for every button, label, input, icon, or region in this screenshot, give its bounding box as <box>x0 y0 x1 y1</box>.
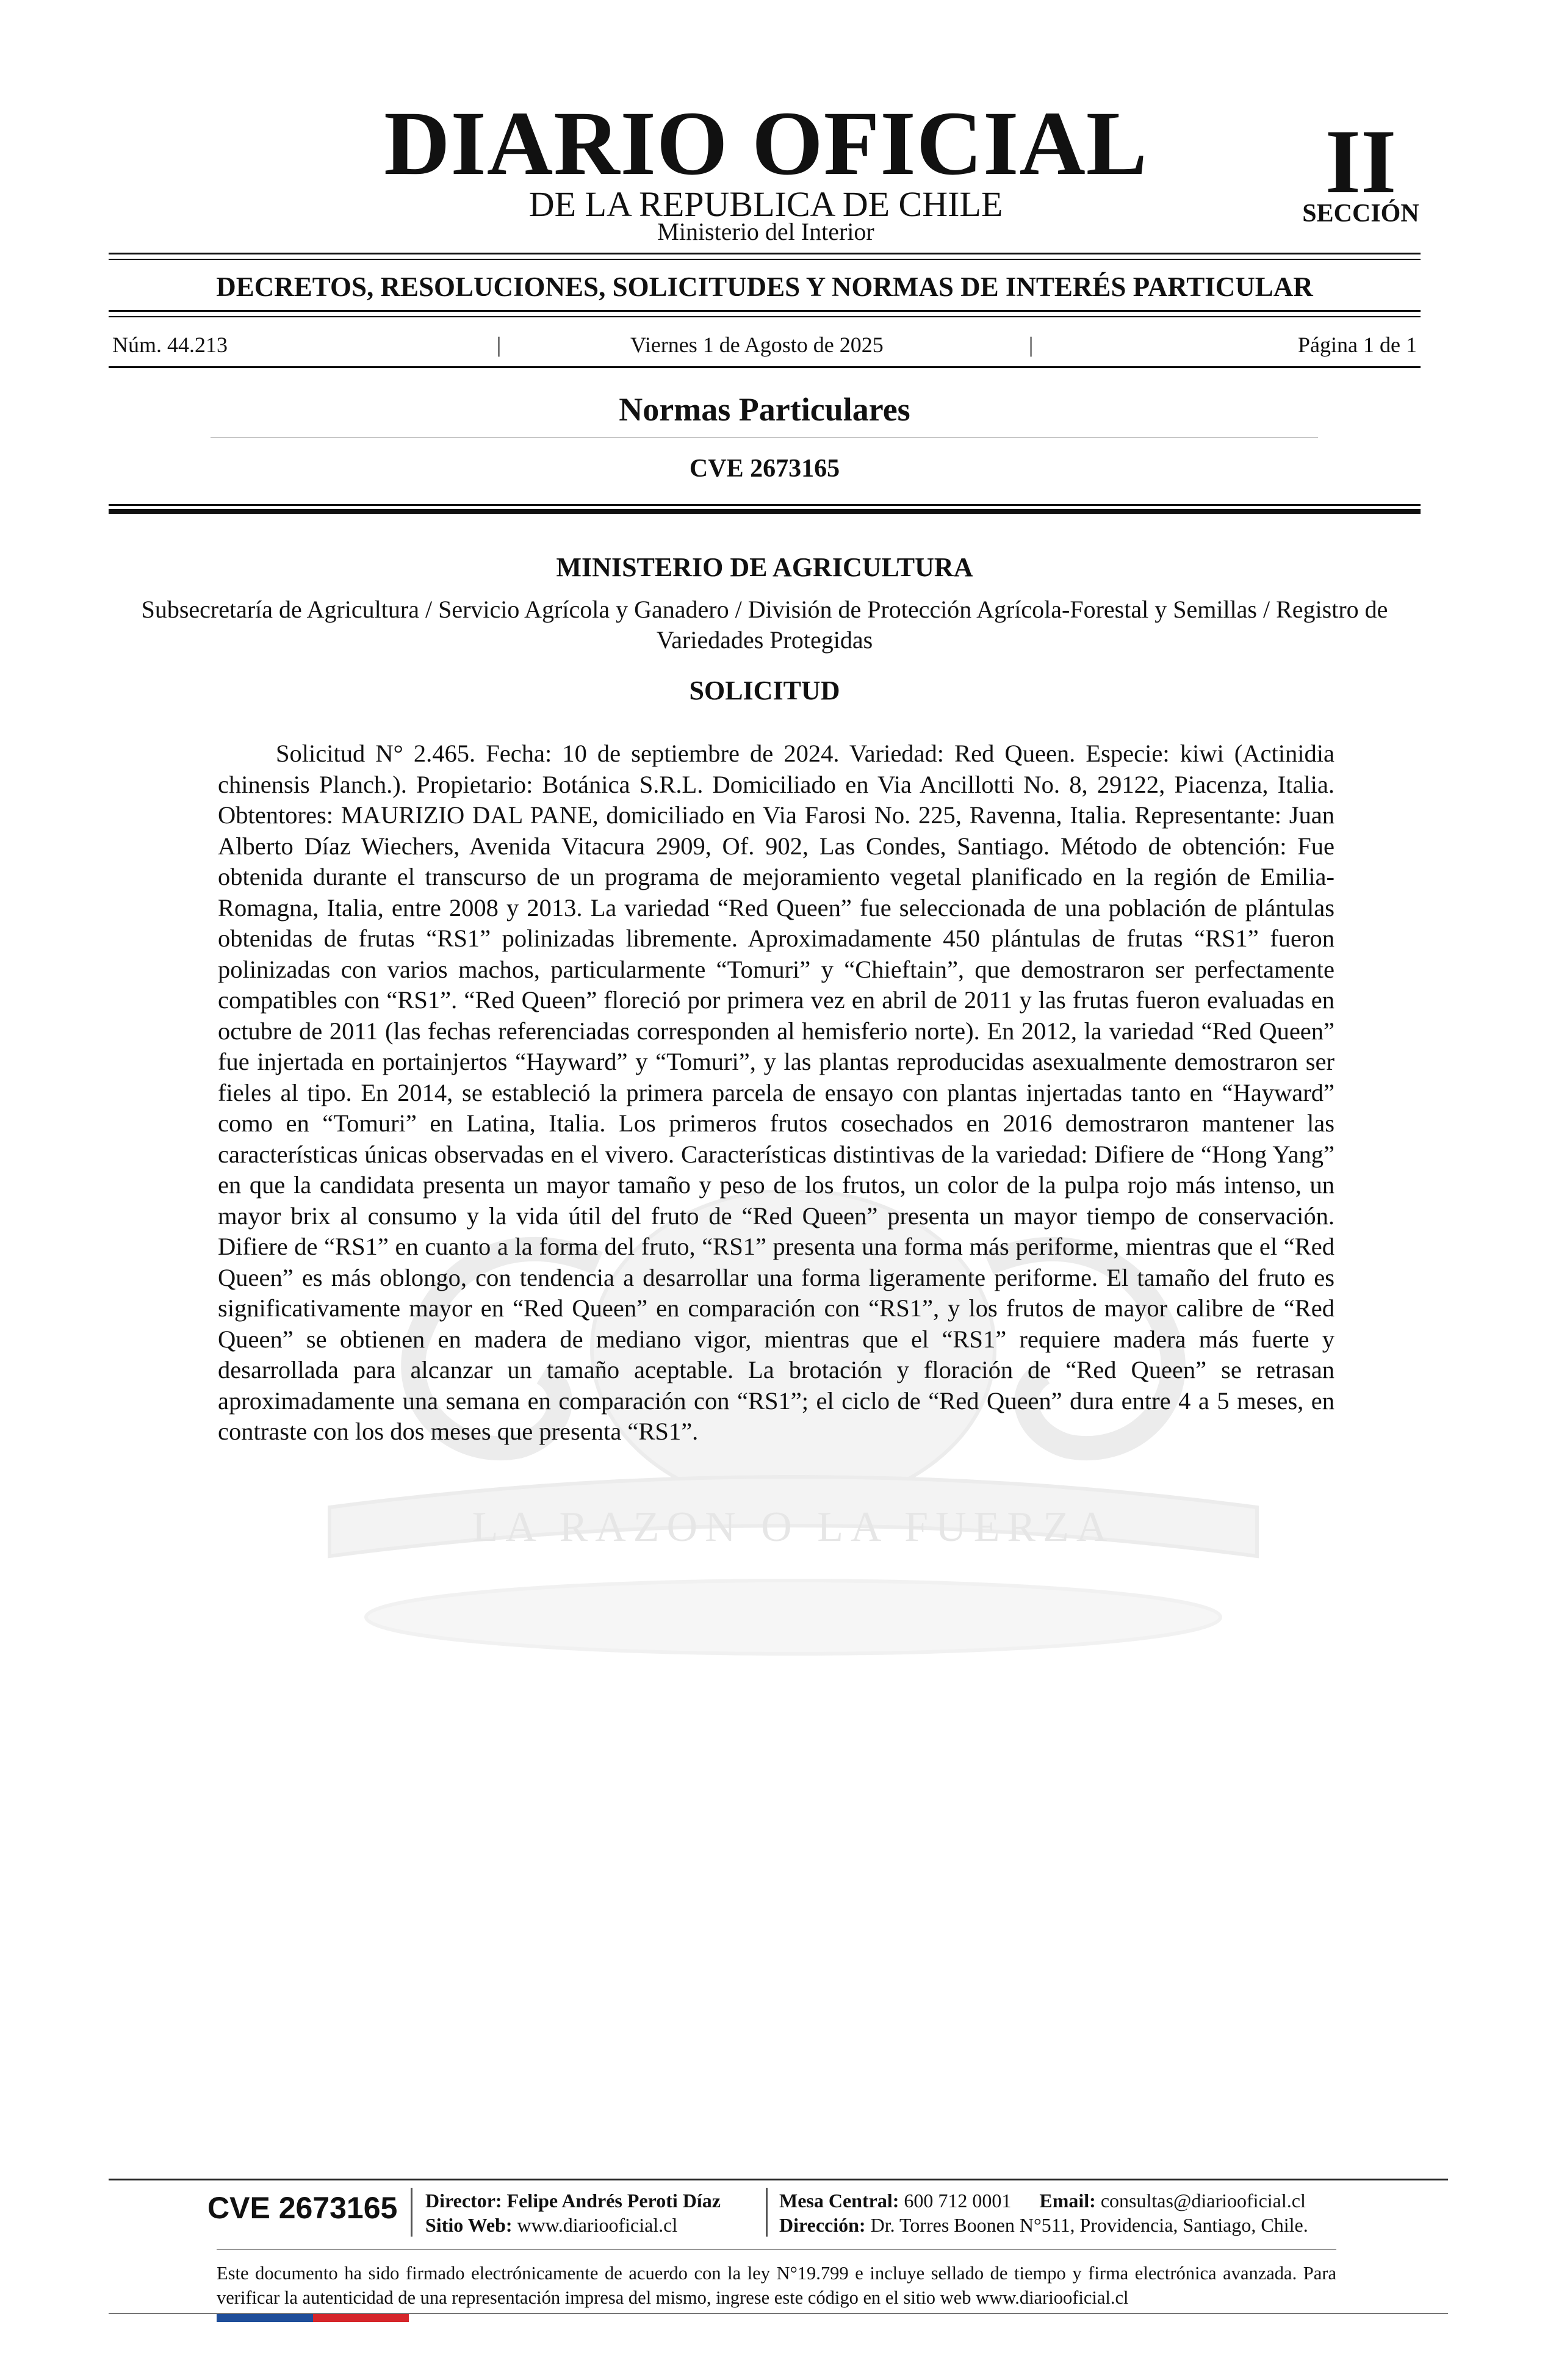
masthead <box>0 92 1556 250</box>
flag-stripe-red <box>313 2314 409 2322</box>
director-name: Felipe Andrés Peroti Díaz <box>506 2190 721 2212</box>
newspaper-subtitle: DE LA REPUBLICA DE CHILE <box>528 184 1003 224</box>
info-separator-1: | <box>497 333 502 357</box>
watermark-motto: LA RAZON O LA FUERZA <box>472 1504 1115 1551</box>
mesa-phone: 600 712 0001 <box>904 2190 1012 2212</box>
issue-number: Núm. 44.213 <box>112 333 228 357</box>
rule-top-2 <box>109 259 1421 260</box>
email-link[interactable]: consultas@diariooficial.cl <box>1100 2190 1306 2212</box>
site-link[interactable]: www.diariooficial.cl <box>517 2214 678 2236</box>
site-label: Sitio Web: <box>425 2214 513 2236</box>
footer-director-line <box>425 2188 721 2213</box>
department-line: Subsecretaría de Agricultura / Servicio Agrícola y Ganadero / División de Protección Agrícola-Forestal y Semillas / Registro de Variedades Protegidas <box>141 596 1388 654</box>
rule-content-top-1 <box>109 504 1421 506</box>
issue-info-bar <box>109 330 1421 360</box>
rule-mid-2 <box>109 316 1421 317</box>
rule-top-1 <box>109 253 1421 254</box>
newspaper-title: DIARIO OFICIAL <box>384 93 1148 194</box>
document-type: SOLICITUD <box>689 676 840 705</box>
director-label: Director: <box>425 2190 502 2212</box>
email-label: Email: <box>1039 2190 1096 2212</box>
norm-title: Normas Particulares <box>619 391 910 428</box>
flag-stripe-blue <box>217 2314 313 2322</box>
footer-contact-block <box>779 2188 1308 2237</box>
thin-rule <box>211 437 1318 438</box>
footer-contact-line <box>779 2188 1308 2213</box>
document-header <box>109 549 1421 709</box>
footer-address-line <box>779 2213 1308 2237</box>
section-numeral: II <box>1325 111 1397 212</box>
page-indicator: Página 1 de 1 <box>1298 333 1417 357</box>
body-paragraph: Solicitud N° 2.465. Fecha: 10 de septiembre de 2024. Variedad: Red Queen. Especie: kiwi (Actinidia chinensis Planch.). Propietario: Botánica S.R.L. Domiciliado en Via Ancillotti No. 8, 29122, Piacenza, Italia. Obtentores: MAURIZIO DAL PANE, domiciliado en Via Farosi No. 225, Ravenna, Italia. Representante: Juan Alberto Díaz Wiechers, Avenida Vitacura 2909, Of. 902, Las Condes, Santiago. Método de obtención: Fue obtenida durante el transcurso de un programa de mejoramiento vegetal planificado en la región de Emilia-Romagna, Italia, entre 2008 y 2013. La variedad “Red Queen” fue seleccionada de una población de plántulas obtenidas de frutas “RS1” polinizadas libremente. Aproximadamente 450 plántulas de frutas “RS1” fueron polinizadas con varios machos, particularmente “Tomuri” y “Chieftain”, que demostraron ser perfectamente compatibles con “RS1”. “Red Queen” floreció por primera vez en abril de 2011 y las frutas fueron evaluadas en octubre de 2011 (las fechas referenciadas corresponden al hemisferio norte). En 2012, la variedad “Red Queen” fue injertada en portainjertos “Hayward” y “Tomuri”, y las plantas reproducidas asexualmente demostraron ser fieles al tipo. En 2014, se estableció la primera parcela de ensayo con plantas injertadas tanto en “Hayward” como en “Tomuri” en Latina, Italia. Los primeros frutos cosechados en 2016 demostraron mantener las características únicas observadas en el vivero. Características distintivas de la variedad: Difiere de “Hong Yang” en que la candidata presenta un mayor tamaño y peso de los frutos, un color de la pulpa rojo más intenso, un mayor brix al consumo y la vida útil del fruto de “Red Queen” presenta un mayor tiempo de conservación. Difiere de “RS1” en cuanto a la forma del fruto, “RS1” presenta una forma más periforme, mientras que el “Red Queen” es más oblongo, con tendencia a desarrollar una forma ligeramente periforme. El tamaño del fruto es significativamente mayor en “Red Queen” en comparación con “RS1”, y los frutos de mayor calibre de “Red Queen” se obtienen en madera de mediano vigor, mientras que el “RS1” requiere madera más fuerte y desarrollada para alcanzar un tamaño aceptable. La brotación y floración de “Red Queen” se retrasan aproximadamente una semana en comparación con “RS1”; el ciclo de “Red Queen” dura entre 4 a 5 meses, en contraste con los dos meses que presenta “RS1”. <box>218 740 1334 1445</box>
rule-content-top-2 <box>109 509 1421 514</box>
footer-legal-note: Este documento ha sido firmado electrónicamente de acuerdo con la ley N°19.799 e incluye sellado de tiempo y firma electrónica avanzada. Para verificar la autenticidad de una representación impresa del mismo, ingrese este código en el sitio web www.diariooficial.cl <box>217 2263 1336 2308</box>
address-value: Dr. Torres Boonen N°511, Providencia, Santiago, Chile. <box>870 2214 1308 2236</box>
footer-rule-mid <box>217 2249 1336 2250</box>
rule-mid-1 <box>109 310 1421 312</box>
footer-separator-2 <box>766 2188 768 2237</box>
ministry-label: Ministerio del Interior <box>657 218 874 245</box>
category-heading: DECRETOS, RESOLUCIONES, SOLICITUDES Y NORMAS DE INTERÉS PARTICULAR <box>216 272 1313 302</box>
footer-rule-top <box>109 2179 1448 2180</box>
cve-heading: CVE 2673165 <box>689 455 840 483</box>
rule-info-bottom <box>109 366 1421 368</box>
section-label: SECCIÓN <box>1302 200 1419 228</box>
footer-cve: CVE 2673165 <box>207 2191 398 2225</box>
address-label: Dirección: <box>779 2214 866 2236</box>
footer-site-line <box>425 2213 721 2237</box>
organization-heading: MINISTERIO DE AGRICULTURA <box>556 552 973 582</box>
info-separator-2: | <box>1029 333 1034 357</box>
footer-separator-1 <box>411 2188 412 2237</box>
footer-director-block <box>425 2188 721 2237</box>
mesa-label: Mesa Central: <box>779 2190 899 2212</box>
issue-date: Viernes 1 de Agosto de 2025 <box>630 333 884 357</box>
